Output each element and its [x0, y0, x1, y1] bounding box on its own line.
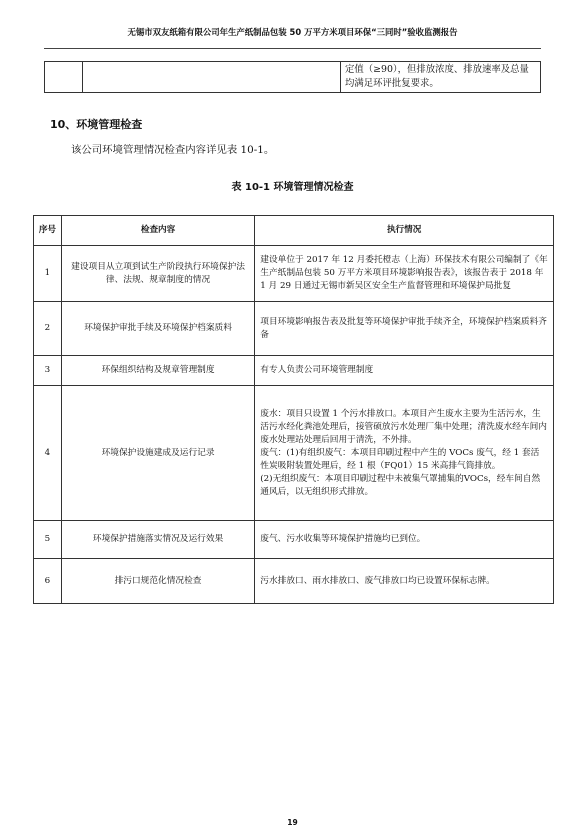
row-result: 废气、污水收集等环境保护措施均已到位。 — [255, 521, 554, 559]
environment-management-table — [33, 215, 554, 604]
table-row — [34, 302, 554, 356]
continued-table — [44, 61, 541, 93]
row-item: 排污口规范化情况检查 — [61, 559, 254, 604]
header-result: 执行情况 — [255, 216, 554, 246]
row-no: 6 — [34, 559, 62, 604]
result-fugitive-exhaust: (2)无组织废气：本项目印刷过程中未被集气罩捕集的VOCs，经车间自然通风后，以无组织形式排放。 — [260, 473, 541, 497]
row-result: 有专人负责公司环境管理制度 — [255, 356, 554, 386]
header-item: 检查内容 — [61, 216, 254, 246]
row-item: 环境保护审批手续及环境保护档案质料 — [61, 302, 254, 356]
row-item: 环境保护措施落实情况及运行效果 — [61, 521, 254, 559]
page-number: 19 — [287, 818, 298, 827]
row-item: 建设项目从立项到试生产阶段执行环境保护法律、法规、规章制度的情况 — [61, 246, 254, 302]
row-no: 1 — [34, 246, 62, 302]
table-row — [34, 246, 554, 302]
table-header-row — [34, 216, 554, 246]
continued-cell-no — [45, 62, 83, 93]
result-wastewater: 废水：项目只设置 1 个污水排放口。本项目产生废水主要为生活污水，生活污水经化粪池处理后，接管硕放污水处理厂集中处理；清洗废水经车间内废水处理站处理后回用于清洗，不外排。 — [260, 408, 547, 445]
row-no: 4 — [34, 386, 62, 521]
result-organized-exhaust: 废气：(1)有组织废气：本项目印刷过程中产生的 VOCs 废气，经 1 套活性炭吸附装置处理后，经 1 根（FQ01）15 米高排气筒排放。 — [260, 447, 540, 471]
row-result: 项目环境影响报告表及批复等环境保护审批手续齐全，环境保护档案质料齐备 — [255, 302, 554, 356]
header-no: 序号 — [34, 216, 62, 246]
row-result — [255, 386, 554, 521]
row-result: 建设单位于 2017 年 12 月委托橙志（上海）环保技术有限公司编制了《年生产纸制品包装 50 万平方米项目环境影响报告表》，该报告表于 2018 年 1 月 29 日通过无锡市新吴区安全生产监督管理和环境保护局批复 — [255, 246, 554, 302]
table-title: 表 10-1 环境管理情况检查 — [231, 182, 354, 193]
continued-cell-item — [82, 62, 340, 93]
table-row — [34, 356, 554, 386]
table-row — [34, 559, 554, 604]
row-result: 污水排放口、雨水排放口、废气排放口均已设置环保标志牌。 — [255, 559, 554, 604]
section-intro: 该公司环境管理情况检查内容详见表 10-1。 — [71, 144, 275, 156]
row-no: 3 — [34, 356, 62, 386]
table-row — [34, 521, 554, 559]
header-rule — [44, 48, 541, 49]
row-item: 环保组织结构及规章管理制度 — [61, 356, 254, 386]
section-heading: 10、环境管理检查 — [50, 118, 143, 131]
table-row — [34, 386, 554, 521]
row-no: 2 — [34, 302, 62, 356]
continued-cell-result: 定值（≥90），但排放浓度、排放速率及总量均满足环评批复要求。 — [341, 62, 541, 93]
row-no: 5 — [34, 521, 62, 559]
row-item: 环境保护设施建成及运行记录 — [61, 386, 254, 521]
report-header: 无锡市双友纸箱有限公司年生产纸制品包装 50 万平方米项目环保“三同时”验收监测报告 — [127, 27, 458, 37]
